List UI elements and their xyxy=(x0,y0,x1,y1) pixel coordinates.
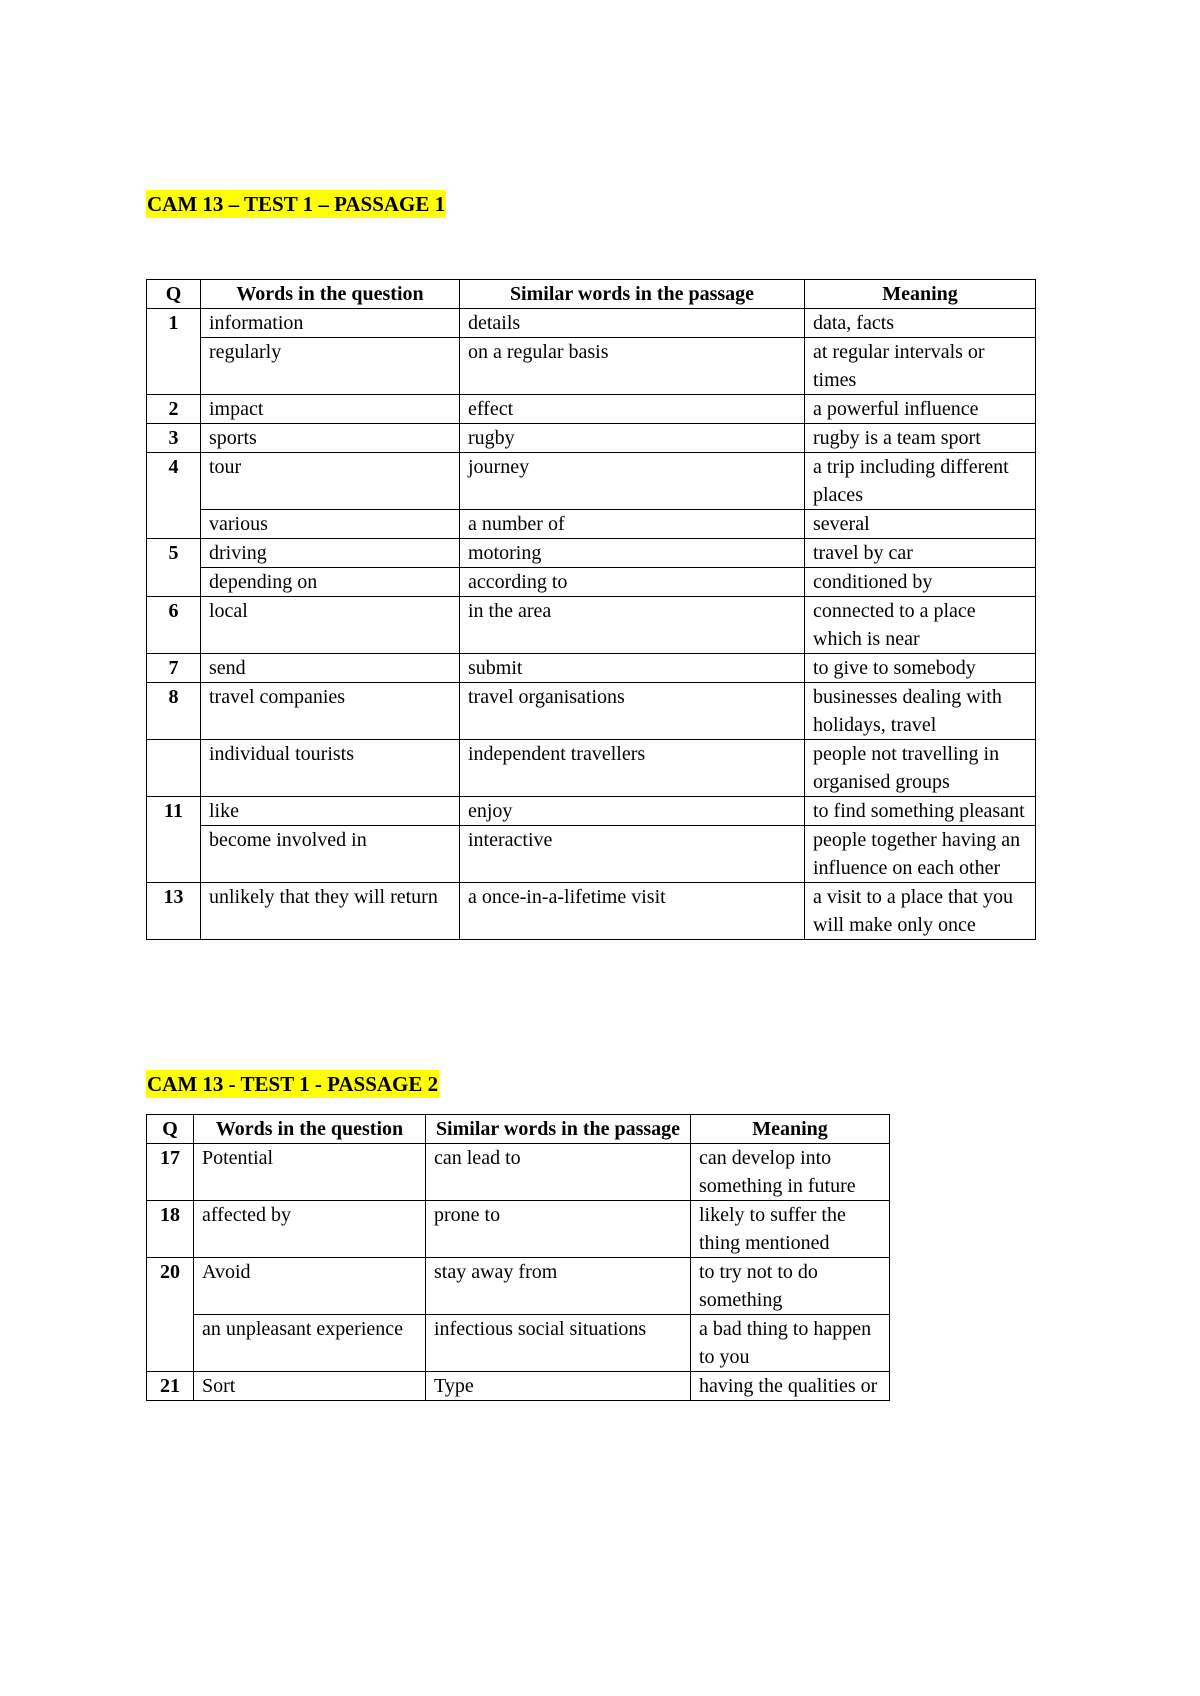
question-number: 13 xyxy=(147,883,201,940)
question-number: 11 xyxy=(147,797,201,883)
passage-words: in the area xyxy=(460,597,805,654)
meaning: having the qualities or xyxy=(691,1372,890,1401)
table-row xyxy=(147,1372,890,1401)
header-passage: Similar words in the passage xyxy=(426,1115,691,1144)
table-row xyxy=(147,654,1036,683)
passage-words: effect xyxy=(460,395,805,424)
passage-words: can lead to xyxy=(426,1144,691,1201)
meaning: can develop into something in future xyxy=(691,1144,890,1201)
table-row xyxy=(147,1258,890,1315)
question-number: 4 xyxy=(147,453,201,539)
passage-words: infectious social situations xyxy=(426,1315,691,1372)
table-row xyxy=(147,338,1036,395)
passage1-table xyxy=(146,279,1036,940)
table-row xyxy=(147,740,1036,797)
table-row xyxy=(147,510,1036,539)
passage-words: according to xyxy=(460,568,805,597)
meaning: conditioned by xyxy=(805,568,1036,597)
header-question: Words in the question xyxy=(194,1115,426,1144)
question-words: an unpleasant experience xyxy=(194,1315,426,1372)
table-row xyxy=(147,683,1036,740)
question-words: local xyxy=(201,597,460,654)
question-number: 8 xyxy=(147,683,201,740)
meaning: several xyxy=(805,510,1036,539)
passage-words: enjoy xyxy=(460,797,805,826)
meaning: to find something pleasant xyxy=(805,797,1036,826)
header-meaning: Meaning xyxy=(805,280,1036,309)
question-words: sports xyxy=(201,424,460,453)
passage-words: on a regular basis xyxy=(460,338,805,395)
passage-words: a once-in-a-lifetime visit xyxy=(460,883,805,940)
meaning: travel by car xyxy=(805,539,1036,568)
passage2-heading-text: CAM 13 - TEST 1 - PASSAGE 2 xyxy=(147,1072,439,1096)
passage-words: motoring xyxy=(460,539,805,568)
passage-words: a number of xyxy=(460,510,805,539)
question-words: Potential xyxy=(194,1144,426,1201)
meaning: likely to suffer the thing mentioned xyxy=(691,1201,890,1258)
question-words: tour xyxy=(201,453,460,510)
meaning: to try not to do something xyxy=(691,1258,890,1315)
passage-words: rugby xyxy=(460,424,805,453)
table-row xyxy=(147,1201,890,1258)
table-row xyxy=(147,395,1036,424)
passage-words: journey xyxy=(460,453,805,510)
passage-words: details xyxy=(460,309,805,338)
question-words: send xyxy=(201,654,460,683)
passage-words: prone to xyxy=(426,1201,691,1258)
table-row xyxy=(147,1315,890,1372)
table-row xyxy=(147,797,1036,826)
passage1-heading-text: CAM 13 – TEST 1 – PASSAGE 1 xyxy=(147,192,446,216)
table-row xyxy=(147,453,1036,510)
table-row xyxy=(147,539,1036,568)
question-words: become involved in xyxy=(201,826,460,883)
question-words: depending on xyxy=(201,568,460,597)
question-words: Sort xyxy=(194,1372,426,1401)
question-number: 17 xyxy=(147,1144,194,1201)
passage-words: interactive xyxy=(460,826,805,883)
question-words: Avoid xyxy=(194,1258,426,1315)
passage2-heading xyxy=(146,1070,439,1098)
question-number: 6 xyxy=(147,597,201,654)
table-row xyxy=(147,568,1036,597)
table-row xyxy=(147,597,1036,654)
question-number xyxy=(147,740,201,797)
meaning: to give to somebody xyxy=(805,654,1036,683)
question-words: various xyxy=(201,510,460,539)
passage-words: submit xyxy=(460,654,805,683)
meaning: a bad thing to happen to you xyxy=(691,1315,890,1372)
table-row xyxy=(147,424,1036,453)
passage1-heading xyxy=(146,190,446,218)
passage2-table xyxy=(146,1114,890,1401)
header-q: Q xyxy=(147,1115,194,1144)
header-meaning: Meaning xyxy=(691,1115,890,1144)
meaning: connected to a place which is near xyxy=(805,597,1036,654)
question-number: 5 xyxy=(147,539,201,597)
table-row xyxy=(147,309,1036,338)
table-header-row xyxy=(147,1115,890,1144)
question-words: like xyxy=(201,797,460,826)
table-row xyxy=(147,826,1036,883)
meaning: people not travelling in organised groups xyxy=(805,740,1036,797)
passage-words: Type xyxy=(426,1372,691,1401)
meaning: a visit to a place that you will make only once xyxy=(805,883,1036,940)
passage-words: stay away from xyxy=(426,1258,691,1315)
question-words: driving xyxy=(201,539,460,568)
header-q: Q xyxy=(147,280,201,309)
meaning: a powerful influence xyxy=(805,395,1036,424)
question-number: 7 xyxy=(147,654,201,683)
meaning: businesses dealing with holidays, travel xyxy=(805,683,1036,740)
question-number: 1 xyxy=(147,309,201,395)
meaning: a trip including different places xyxy=(805,453,1036,510)
question-words: impact xyxy=(201,395,460,424)
question-number: 18 xyxy=(147,1201,194,1258)
meaning: rugby is a team sport xyxy=(805,424,1036,453)
meaning: at regular intervals or times xyxy=(805,338,1036,395)
table-row xyxy=(147,883,1036,940)
passage-words: independent travellers xyxy=(460,740,805,797)
meaning: people together having an influence on each other xyxy=(805,826,1036,883)
question-words: individual tourists xyxy=(201,740,460,797)
question-words: affected by xyxy=(194,1201,426,1258)
question-words: regularly xyxy=(201,338,460,395)
question-words: travel companies xyxy=(201,683,460,740)
question-number: 2 xyxy=(147,395,201,424)
table-row xyxy=(147,1144,890,1201)
passage-words: travel organisations xyxy=(460,683,805,740)
question-number: 21 xyxy=(147,1372,194,1401)
question-words: unlikely that they will return xyxy=(201,883,460,940)
question-number: 20 xyxy=(147,1258,194,1372)
question-number: 3 xyxy=(147,424,201,453)
question-words: information xyxy=(201,309,460,338)
meaning: data, facts xyxy=(805,309,1036,338)
table-header-row xyxy=(147,280,1036,309)
header-question: Words in the question xyxy=(201,280,460,309)
header-passage: Similar words in the passage xyxy=(460,280,805,309)
